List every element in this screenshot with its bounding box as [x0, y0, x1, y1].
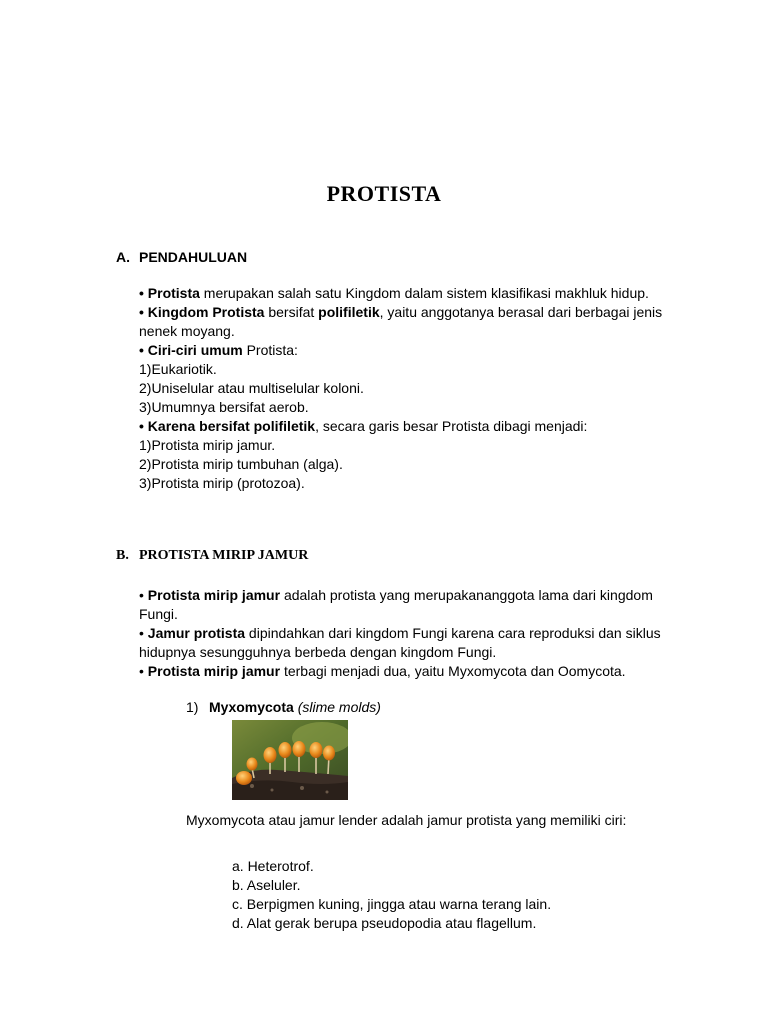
list-item: d. Alat gerak berupa pseudopodia atau flagellum.	[232, 915, 537, 931]
list-item: 2)Uniselular atau multiselular koloni.	[139, 380, 364, 396]
section-a-number: A.	[116, 249, 130, 265]
list-item: a. Heterotrof.	[232, 858, 314, 874]
section-a-body	[139, 284, 679, 493]
section-a-heading	[116, 249, 247, 265]
myxomycota-description: Myxomycota atau jamur lender adalah jamur protista yang memiliki ciri:	[186, 812, 627, 828]
intro-paragraph-1: • Protista merupakan salah satu Kingdom dalam sistem klasifikasi makhluk hidup.	[139, 285, 649, 301]
myxomycota-heading: 1) Myxomycota (slime molds)	[186, 699, 381, 715]
section-b-paragraph-1: • Protista mirip jamur adalah protista yang merupakananggota lama dari kingdom Fungi.	[139, 587, 653, 622]
list-item: 1)Eukariotik.	[139, 361, 217, 377]
list-item: 2)Protista mirip tumbuhan (alga).	[139, 456, 343, 472]
section-a-title: PENDAHULUAN	[139, 249, 248, 265]
list-item: 3)Umumnya bersifat aerob.	[139, 399, 309, 415]
section-b-heading	[116, 548, 308, 564]
document-title: PROTISTA	[326, 181, 442, 206]
intro-paragraph-2: • Kingdom Protista bersifat polifiletik, yaitu anggotanya berasal dari berbagai jenis nenek moyang.	[139, 304, 663, 339]
slime-mold-photo	[232, 720, 348, 800]
list-item: 1)Protista mirip jamur.	[139, 437, 276, 453]
myxomycota-characteristics	[232, 857, 551, 933]
list-item: 3)Protista mirip (protozoa).	[139, 475, 305, 491]
list-item: b. Aseluler.	[232, 877, 301, 893]
section-b-paragraph-2: • Jamur protista dipindahkan dari kingdom Fungi karena cara reproduksi dan siklus hidupnya sesungguhnya berbeda dengan kingdom Fungi.	[139, 625, 661, 660]
section-b-number: B.	[116, 548, 129, 563]
intro-paragraph-3: • Ciri-ciri umum Protista:	[139, 342, 298, 358]
list-item: c. Berpigmen kuning, jingga atau warna terang lain.	[232, 896, 552, 912]
intro-paragraph-4: • Karena bersifat polifiletik, secara garis besar Protista dibagi menjadi:	[139, 418, 588, 434]
section-b-title: PROTISTA MIRIP JAMUR	[139, 548, 309, 563]
section-b-paragraph-3: • Protista mirip jamur terbagi menjadi dua, yaitu Myxomycota dan Oomycota.	[139, 663, 626, 679]
section-b-body	[139, 586, 679, 681]
